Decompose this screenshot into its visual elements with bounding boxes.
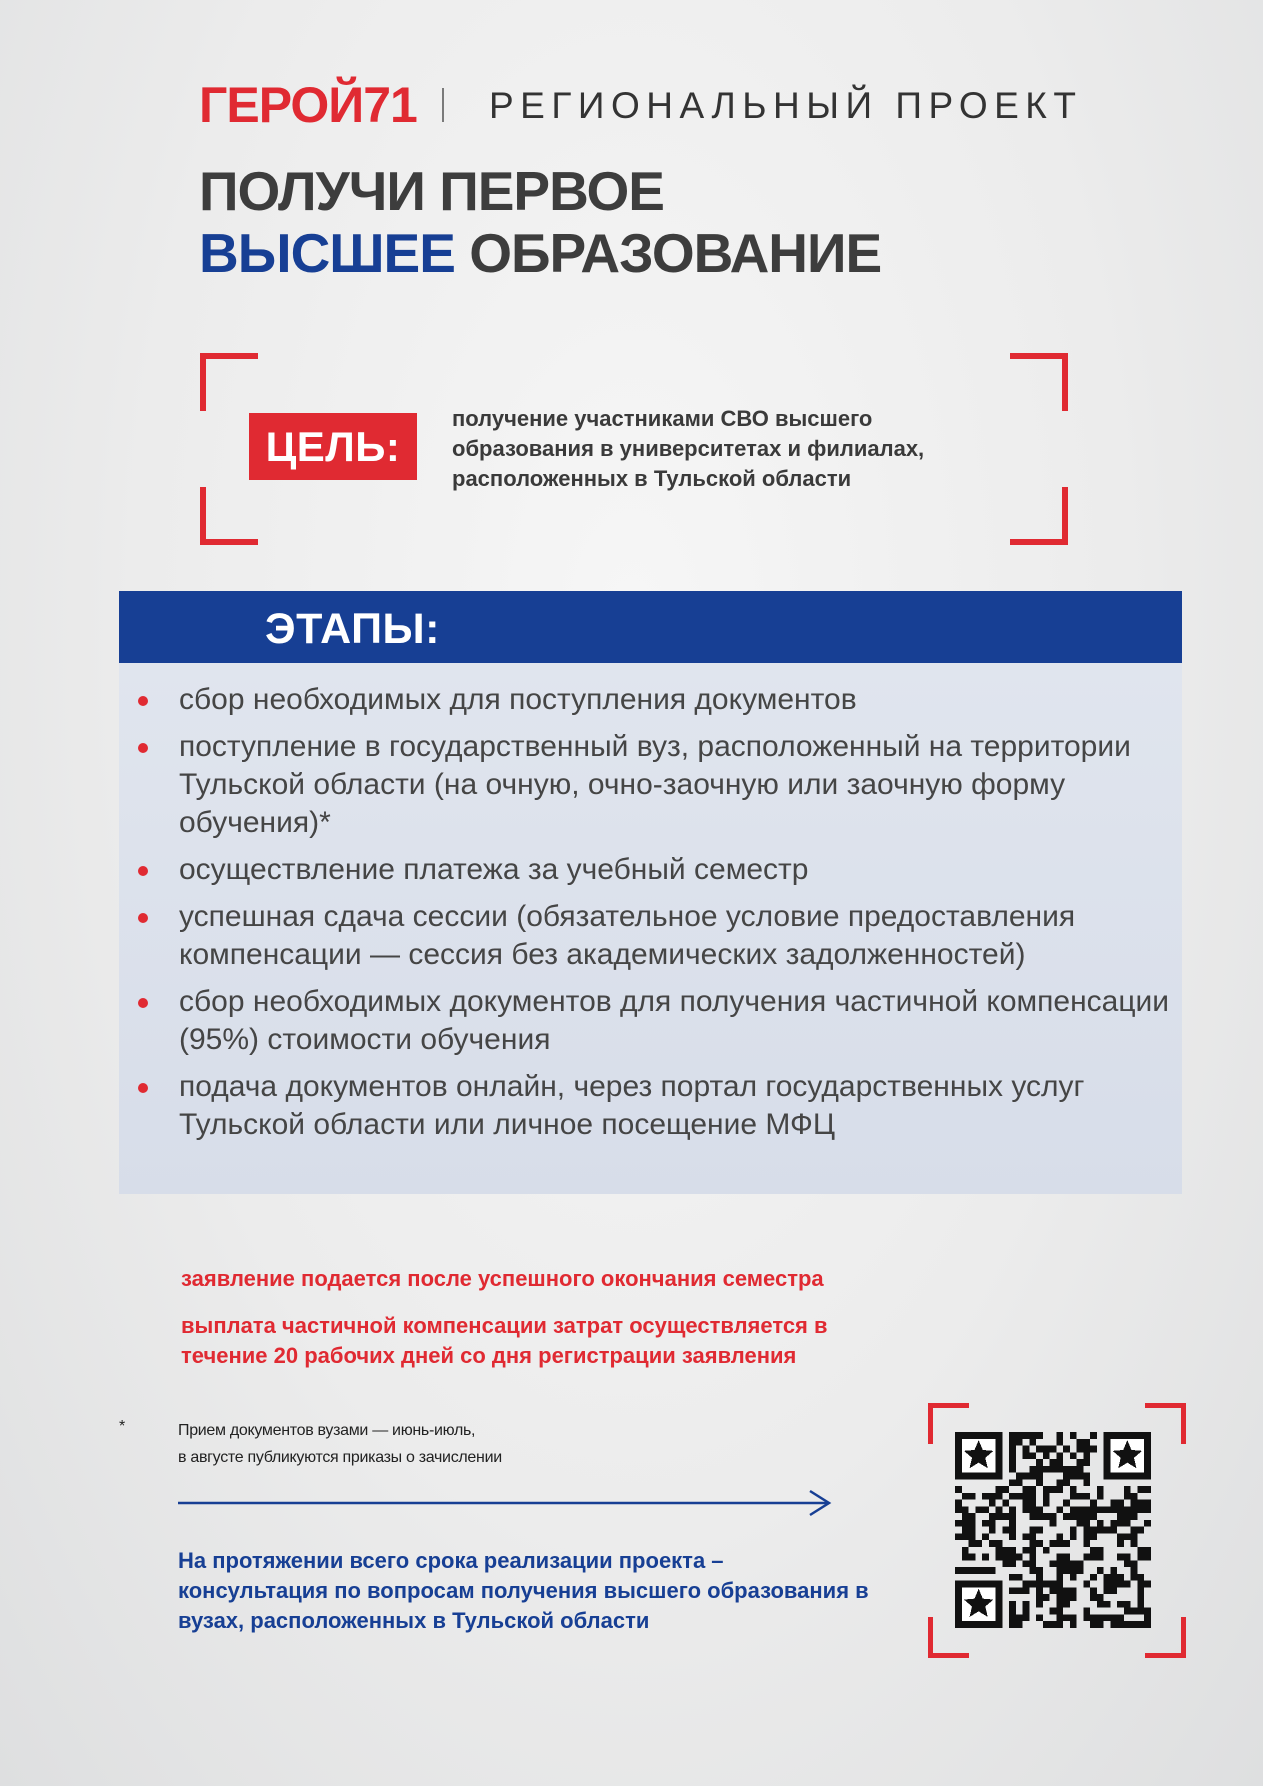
list-item <box>138 1068 1178 1144</box>
footnote-line-2: в августе публикуются приказы о зачислении <box>178 1449 502 1466</box>
header-divider <box>442 88 444 122</box>
list-item <box>138 898 1178 974</box>
title-line-2 <box>199 222 881 284</box>
header-subtitle: РЕГИОНАЛЬНЫЙ ПРОЕКТ <box>489 85 1083 126</box>
list-item <box>138 681 1178 719</box>
title-rest: ОБРАЗОВАНИЕ <box>454 222 882 284</box>
bullet-icon <box>138 1083 148 1093</box>
note-application-timing: заявление подается после успешного окончания семестра <box>181 1266 824 1291</box>
bullet-icon <box>138 696 148 706</box>
stage-text: сбор необходимых документов для получения частичной компенсации (95%) стоимости обучения <box>179 985 1170 1056</box>
goal-frame-corner-bottom-right <box>1010 487 1068 545</box>
list-item <box>138 728 1178 842</box>
brand-logo: ГЕРОЙ71 <box>199 77 417 133</box>
bullet-icon <box>138 913 148 923</box>
goal-text: получение участниками СВО высшего образования в университетах и филиалах, расположенных в Тульской области <box>452 406 925 491</box>
footnote-line-1: Прием документов вузами — июнь-июль, <box>178 1422 476 1439</box>
list-item <box>138 983 1178 1059</box>
stage-text: осуществление платежа за учебный семестр <box>179 853 809 886</box>
list-item <box>138 851 1178 889</box>
bullet-icon <box>138 998 148 1008</box>
goal-frame-corner-bottom-left <box>200 487 258 545</box>
stage-text: сбор необходимых для поступления документов <box>179 683 857 716</box>
consultation-text: На протяжении всего срока реализации проекта – консультация по вопросам получения высшего образования в вузах, расположенных в Тульской области <box>178 1548 869 1633</box>
goal-frame-corner-top-left <box>200 353 258 411</box>
stage-text: поступление в государственный вуз, расположенный на территории Тульской области (на очную, очно-заочную или заочную форму обучения)* <box>179 730 1131 839</box>
qr-frame-corner-bottom-right <box>1145 1617 1186 1658</box>
stages-title: ЭТАПЫ: <box>265 605 440 653</box>
qr-code-icon[interactable] <box>955 1432 1151 1628</box>
goal-frame-corner-top-right <box>1010 353 1068 411</box>
qr-frame-corner-top-right <box>1145 1403 1186 1444</box>
footnote-mark: * <box>119 1418 126 1435</box>
title-line-1: ПОЛУЧИ ПЕРВОЕ <box>199 160 664 222</box>
stages-list <box>138 681 1178 1153</box>
stage-text: подача документов онлайн, через портал государственных услуг Тульской области или личное посещение МФЦ <box>179 1070 1085 1141</box>
arrow-right-icon <box>178 1488 833 1518</box>
goal-label: ЦЕЛЬ: <box>249 413 417 480</box>
bullet-icon <box>138 866 148 876</box>
stage-text: успешная сдача сессии (обязательное условие предоставления компенсации — сессия без академических задолженностей) <box>179 900 1076 971</box>
bullet-icon <box>138 743 148 753</box>
note-payment-timing: выплата частичной компенсации затрат осуществляется в течение 20 рабочих дней со дня регистрации заявления <box>181 1313 828 1368</box>
footnote <box>178 1417 698 1471</box>
page-title <box>199 160 881 284</box>
title-highlight: ВЫСШЕЕ <box>199 222 455 284</box>
